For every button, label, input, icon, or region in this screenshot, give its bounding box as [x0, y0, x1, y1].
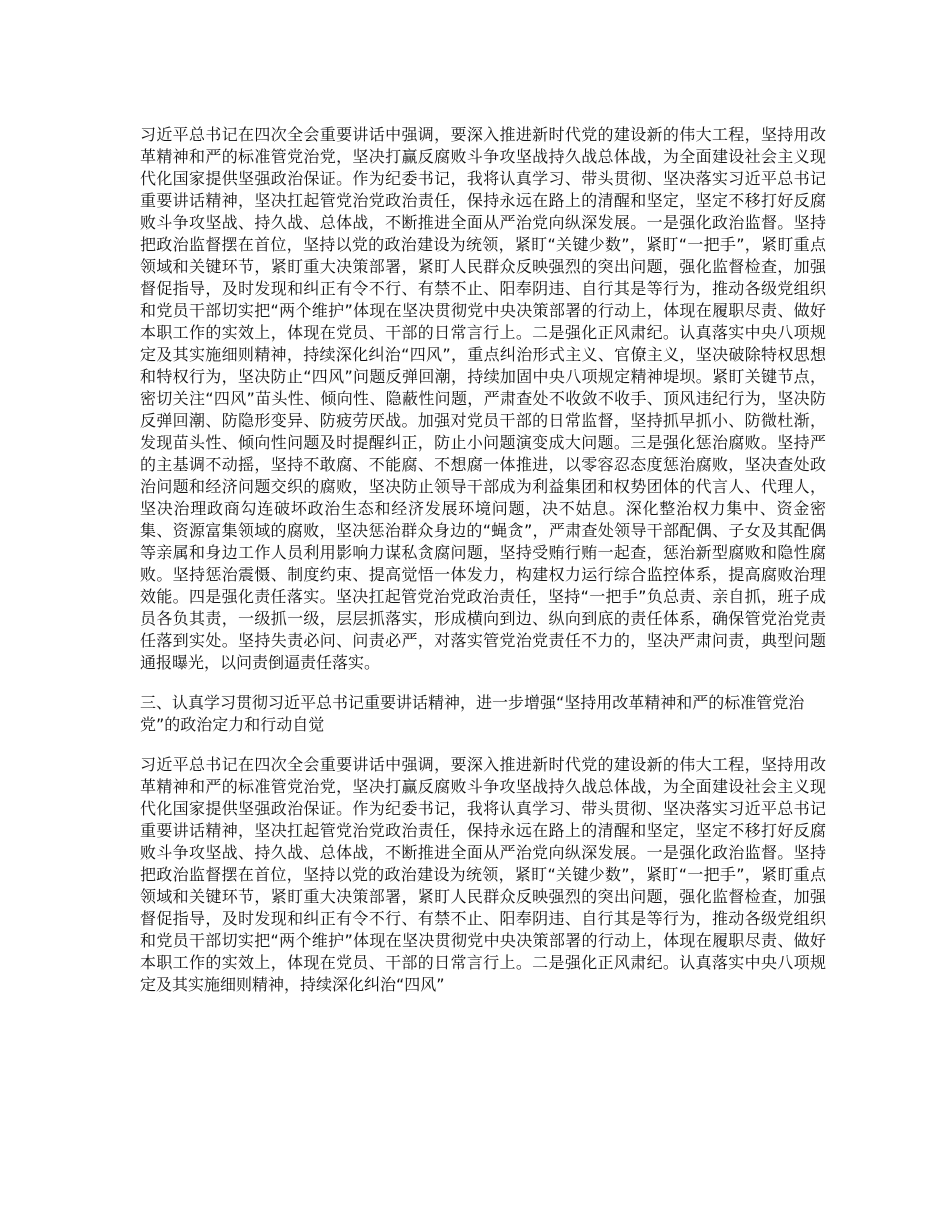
section-heading-3: 三、认真学习贯彻习近平总书记重要讲话精神，进一步增强“坚持用改革精神和严的标准管党治党”的政治定力和行动自觉	[140, 693, 805, 734]
body-paragraph-2: 习近平总书记在四次全会重要讲话中强调，要深入推进新时代党的建设新的伟大工程，坚持用改革精神和严的标准管党治党，坚决打赢反腐败斗争攻坚战持久战总体战，为全面建设社会主义现代化国家提供坚强政治保证。作为纪委书记，我将认真学习、带头贯彻、坚决落实习近平总书记重要讲话精神，坚决扛起管党治党政治责任，保持永远在路上的清醒和坚定，坚定不移打好反腐败斗争攻坚战、持久战、总体战，不断推进全面从严治党向纵深发展。一是强化政治监督。坚持把政治监督摆在首位，坚持以党的政治建设为统领，紧盯“关键少数”，紧盯“一把手”，紧盯重点领域和关键环节，紧盯重大决策部署，紧盯人民群众反映强烈的突出问题，强化监督检查，加强督促指导，及时发现和纠正有令不行、有禁不止、阳奉阴违、自行其是等行为，推动各级党组织和党员干部切实把“两个维护”体现在坚决贯彻党中央决策部署的行动上，体现在履职尽责、做好本职工作的实效上，体现在党员、干部的日常言行上。二是强化正风肃纪。认真落实中央八项规定及其实施细则精神，持续深化纠治“四风”	[140, 755, 826, 994]
body-paragraph-1: 习近平总书记在四次全会重要讲话中强调，要深入推进新时代党的建设新的伟大工程，坚持用改革精神和严的标准管党治党，坚决打赢反腐败斗争攻坚战持久战总体战，为全面建设社会主义现代化国家提供坚强政治保证。作为纪委书记，我将认真学习、带头贯彻、坚决落实习近平总书记重要讲话精神，坚决扛起管党治党政治责任，保持永远在路上的清醒和坚定，坚定不移打好反腐败斗争攻坚战、持久战、总体战，不断推进全面从严治党向纵深发展。一是强化政治监督。坚持把政治监督摆在首位，坚持以党的政治建设为统领，紧盯“关键少数”，紧盯“一把手”，紧盯重点领域和关键环节，紧盯重大决策部署，紧盯人民群众反映强烈的突出问题，强化监督检查，加强督促指导，及时发现和纠正有令不行、有禁不止、阳奉阴违、自行其是等行为，推动各级党组织和党员干部切实把“两个维护”体现在坚决贯彻党中央决策部署的行动上，体现在履职尽责、做好本职工作的实效上，体现在党员、干部的日常言行上。二是强化正风肃纪。认真落实中央八项规定及其实施细则精神，持续深化纠治“四风”，重点纠治形式主义、官僚主义，坚决破除特权思想和特权行为，坚决防止“四风”问题反弹回潮，持续加固中央八项规定精神堤坝。紧盯关键节点，密切关注“四风”苗头性、倾向性、隐蔽性问题，严肃查处不收敛不收手、顶风违纪行为，坚决防反弹回潮、防隐形变异、防疲劳厌战。加强对党员干部的日常监督，坚持抓早抓小、防微杜渐，发现苗头性、倾向性问题及时提醒纠正，防止小问题演变成大问题。三是强化惩治腐败。坚持严的主基调不动摇，坚持不敢腐、不能腐、不想腐一体推进，以零容忍态度惩治腐败，坚决查处政治问题和经济问题交织的腐败，坚决防止领导干部成为利益集团和权势团体的代言人、代理人，坚决治理政商勾连破坏政治生态和经济发展环境问题，决不姑息。深化整治权力集中、资金密集、资源富集领域的腐败，坚决惩治群众身边的“蝇贪”，严肃查处领导干部配偶、子女及其配偶等亲属和身边工作人员利用影响力谋私贪腐问题，坚持受贿行贿一起查，惩治新型腐败和隐性腐败。坚持惩治震慑、制度约束、提高觉悟一体发力，构建权力运行综合监控体系，提高腐败治理效能。四是强化责任落实。坚决扛起管党治党政治责任，坚持“一把手”负总责、亲自抓，班子成员各负其责，一级抓一级，层层抓落实，形成横向到边、纵向到底的责任体系，确保管党治党责任落到实处。坚持失责必问、问责必严，对落实管党治党责任不力的，坚决严肃问责，典型问题通报曝光，以问责倒逼责任落实。	[140, 125, 826, 672]
document-body	[140, 124, 826, 1014]
